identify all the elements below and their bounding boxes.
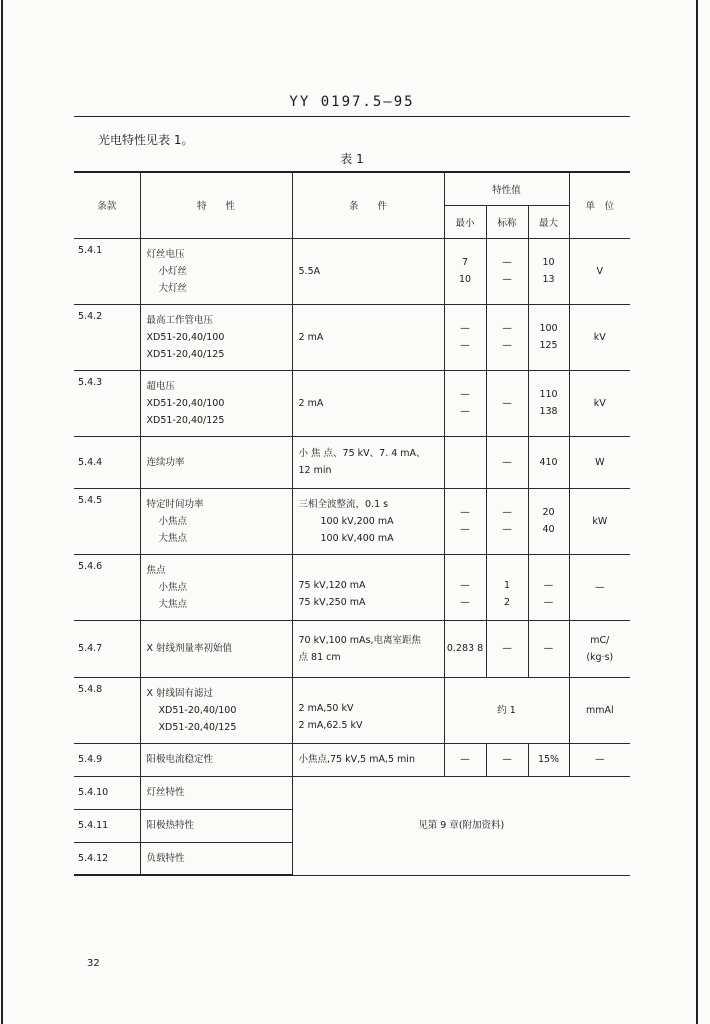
table-row: 5.4.8 X 射线固有滤过 XD51-20,40/100 XD51-20,40/125 2 mA,50 kV 2 mA,62.5 kV 约 1 mmAl xyxy=(74,677,630,743)
page-number: 32 xyxy=(87,958,100,969)
characteristics-table xyxy=(74,171,630,876)
scan-border-right xyxy=(696,0,698,1024)
header-min: 最小 xyxy=(444,205,486,238)
table-row: 5.4.1 灯丝电压 小灯丝 大灯丝 5.5A 7 10 — — 10 13 V xyxy=(74,238,630,304)
header-max: 最大 xyxy=(528,205,569,238)
scan-border-left xyxy=(1,0,3,1024)
table-row: 5.4.10 灯丝特性 见第 9 章(附加资料) xyxy=(74,776,630,809)
table-row: 5.4.7 X 射线剂量率初始值 70 kV,100 mAs,电离室距焦 点 81 cm 0.283 8 — — mC/ (kg·s) xyxy=(74,620,630,677)
table-row: 5.4.3 超电压 XD51-20,40/100 XD51-20,40/125 2 mA — — — 110 138 kV xyxy=(74,370,630,436)
header-nominal: 标称 xyxy=(486,205,528,238)
table-caption: 表 1 xyxy=(340,152,364,166)
table-row: 5.4.2 最高工作管电压 XD51-20,40/100 XD51-20,40/125 2 mA — — — — 100 125 kV xyxy=(74,304,630,370)
table-row: 5.4.6 焦点 小焦点 大焦点 75 kV,120 mA 75 kV,250 mA — — 1 2 — — — xyxy=(74,554,630,620)
intro-text: 光电特性见表 1。 xyxy=(98,133,194,147)
header-values: 特性值 xyxy=(444,172,569,205)
header-rule xyxy=(74,116,630,117)
table-row: 5.4.11 阳极热特性 xyxy=(74,809,630,842)
merged-note: 见第 9 章(附加资料) xyxy=(292,776,630,875)
header-characteristic: 特 性 xyxy=(140,172,292,238)
table-row: 5.4.4 连续功率 小 焦 点、75 kV、7. 4 mA、 12 min — 410 W xyxy=(74,436,630,488)
header-clause: 条款 xyxy=(74,172,140,238)
header-unit: 单 位 xyxy=(569,172,630,238)
header-condition: 条 件 xyxy=(292,172,444,238)
table-row: 5.4.9 阳极电流稳定性 小焦点,75 kV,5 mA,5 min — — 15% — xyxy=(74,743,630,776)
table-row: 5.4.5 特定时间功率 小焦点 大焦点 三相全波整流，0.1 s 100 kV,200 mA 100 kV,400 mA — — — — 20 40 kW xyxy=(74,488,630,554)
standard-number: YY 0197.5—95 xyxy=(289,94,415,110)
table-row: 5.4.12 负载特性 xyxy=(74,842,630,875)
